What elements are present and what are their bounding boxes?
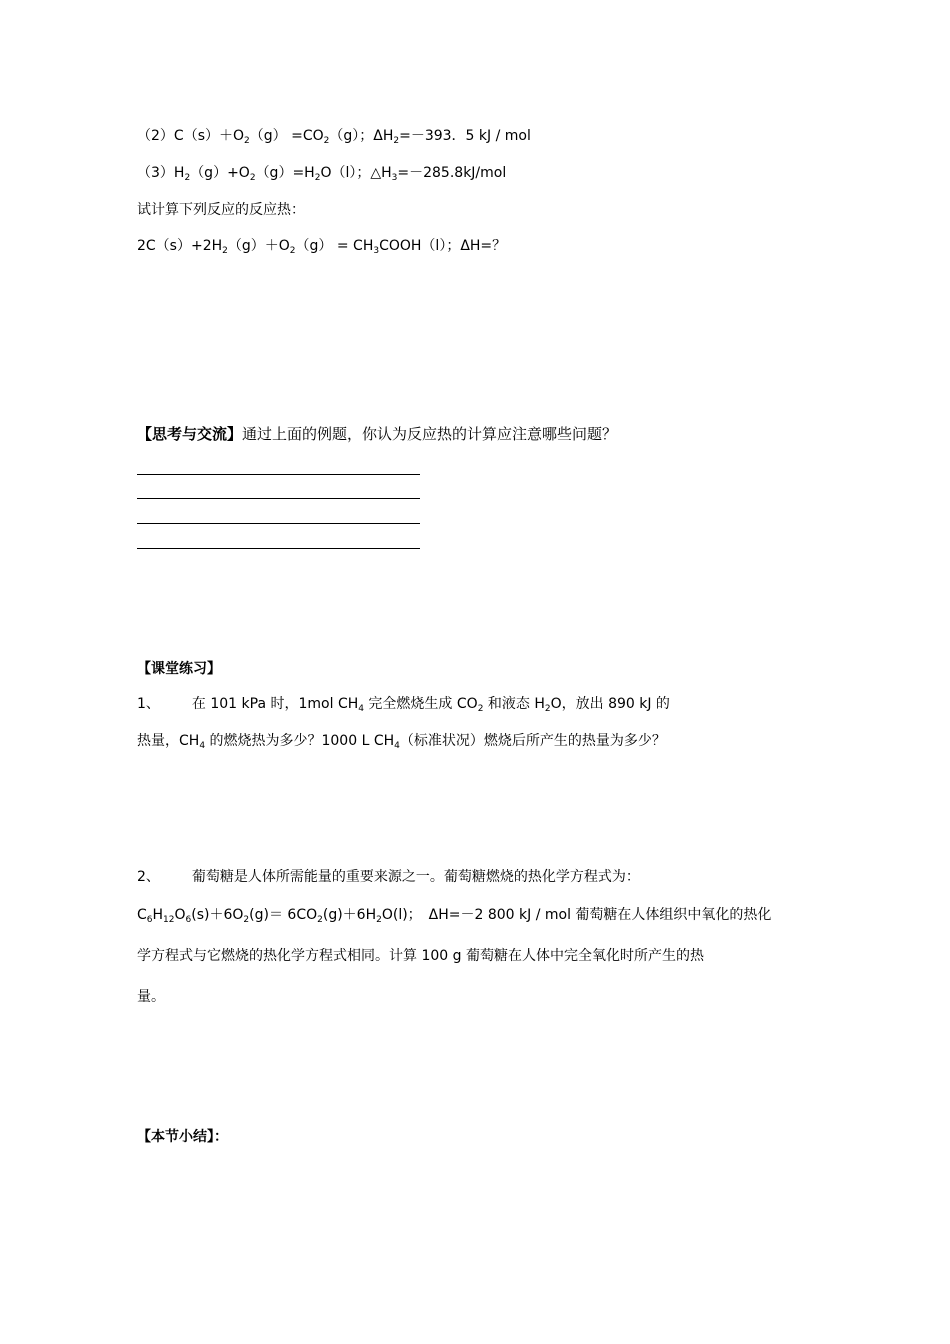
equation-3: $(3)H_2(g)+O_2(g)=H_2O(l)$；$\triangle H_3=-285.8kJ$/mol: [137, 165, 507, 183]
think-heading: 【思考与交流】: [137, 425, 243, 443]
calc-prompt: 试计算下列反应的反应热：: [137, 202, 305, 218]
practice-q2-line3: 学方程式与它燃烧的热化学方程式相同。计算 100 g 葡萄糖在人体中完全氧化时所产生的热: [137, 948, 704, 964]
practice-q2-line1: 2、 葡萄糖是人体所需能量的重要来源之一。葡萄糖燃烧的热化学方程式为：: [137, 869, 640, 885]
practice-heading: 【课堂练习】: [137, 661, 221, 677]
think-question: 通过上面的例题，你认为反应热的计算应注意哪些问题？: [242, 425, 618, 443]
q1-number: 1、: [137, 696, 160, 712]
practice-q1-line2: 热量，$CH_4$ 的燃烧热为多少？1000 L $CH_4$（标准状况）燃烧后所产生的热量为多少？: [137, 733, 666, 751]
think-section: [137, 424, 617, 444]
summary-heading: 【本节小结】：: [137, 1129, 228, 1145]
answer-blank-line: [137, 523, 420, 524]
answer-blank-line: [137, 498, 420, 499]
answer-blank-line: [137, 548, 420, 549]
q2-number: 2、: [137, 869, 160, 885]
target-equation: $2C(s)+2H_2(g)+O_2(g)$ = $CH_3COOH(l)$；ΔH=？: [137, 238, 507, 256]
practice-q2-formula: $C_6H_{12}O_6(s)+6O_2(g)= 6CO_2(g)+6H_2O(l)$； ΔH=－2 800 kJ / mol 葡萄糖在人体组织中氧化的热化: [137, 907, 772, 925]
practice-q2-line4: 量。: [137, 989, 165, 1005]
answer-blank-line: [137, 474, 420, 475]
equation-2: $(2)C(s)+O_2(g) =CO_2(g)$；$\Delta H_2=-393$．5 kJ / mol: [137, 128, 531, 146]
practice-q1-line1: 1、 在 101 kPa 时，1mol $CH_4$ 完全燃烧生成 $CO_2$ 和液态 $H_2O$，放出 890 kJ 的: [137, 696, 670, 714]
